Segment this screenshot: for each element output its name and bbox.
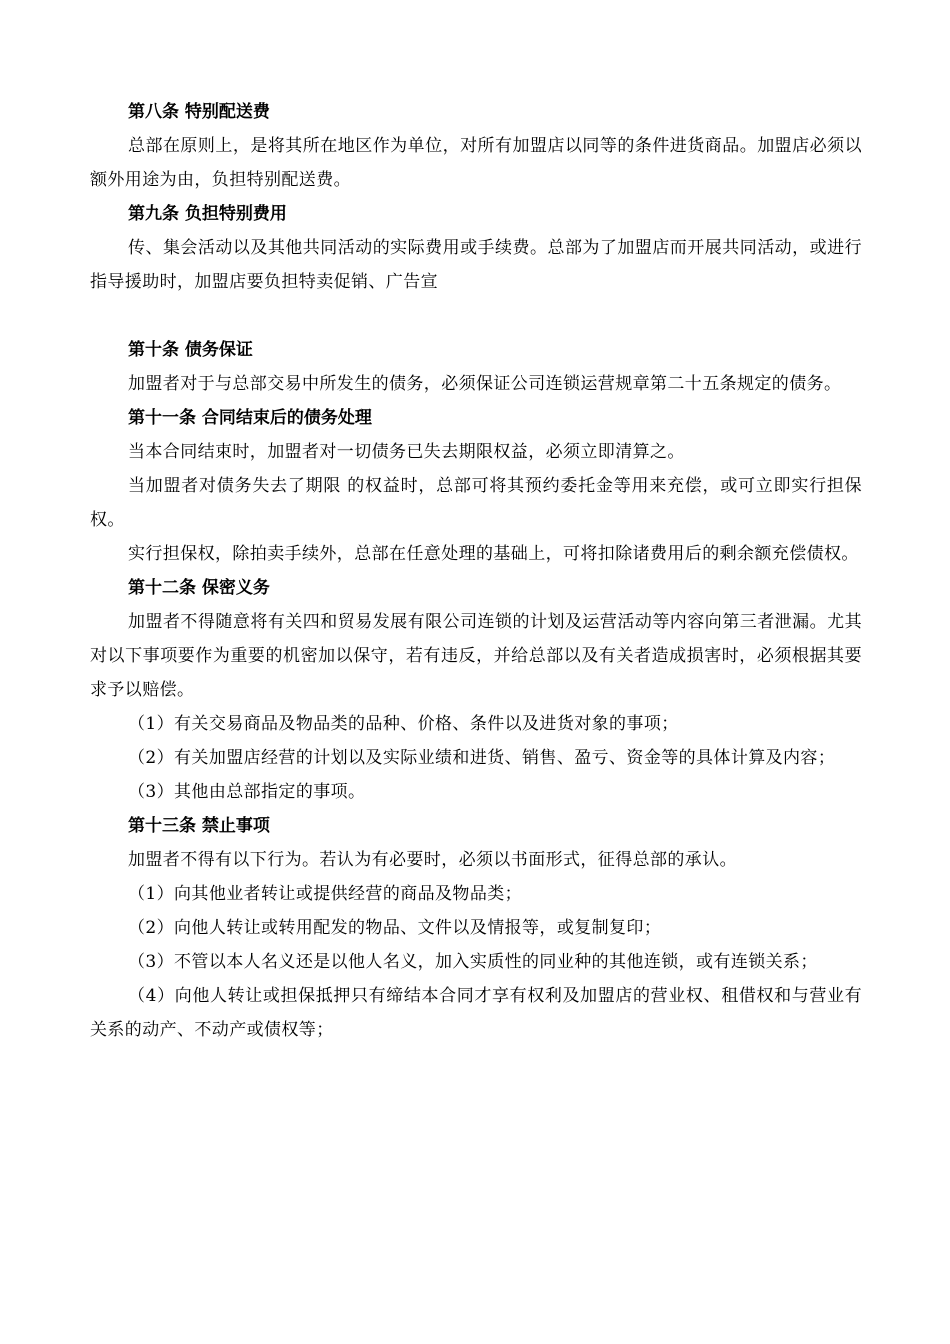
- article-13-item: （3）不管以本人名义还是以他人名义，加入实质性的同业种的其他连锁，或有连锁关系；: [128, 952, 818, 972]
- article-9-paragraph: 传、集会活动以及其他共同活动的实际费用或手续费。总部为了加盟店而开展共同活动，或进行指导援助时，加盟店要负担特卖促销、广告宣: [90, 238, 862, 292]
- article-13-item: （2）向他人转让或转用配发的物品、文件以及情报等，或复制复印；: [128, 918, 662, 938]
- article-8-paragraph: 总部在原则上，是将其所在地区作为单位，对所有加盟店以同等的条件进货商品。加盟店必须以额外用途为由，负担特别配送费。: [90, 136, 862, 190]
- article-12-item: （2）有关加盟店经营的计划以及实际业绩和进货、销售、盈亏、资金等的具体计算及内容；: [128, 748, 836, 768]
- article-12-item: （1）有关交易商品及物品类的品种、价格、条件以及进货对象的事项；: [128, 714, 679, 734]
- article-9-title: 第九条 负担特别费用: [128, 204, 287, 224]
- article-13-title: 第十三条 禁止事项: [128, 816, 270, 836]
- article-11-paragraph: 当本合同结束时，加盟者对一切债务已失去期限权益，必须立即清算之。: [128, 442, 685, 462]
- article-13-paragraph: 加盟者不得有以下行为。若认为有必要时，必须以书面形式，征得总部的承认。: [128, 850, 737, 870]
- article-12-title: 第十二条 保密义务: [128, 578, 270, 598]
- article-11-paragraph: 当加盟者对债务失去了期限 的权益时，总部可将其预约委托金等用来充偿，或可立即实行担保权。: [90, 476, 862, 530]
- article-12-item: （3）其他由总部指定的事项。: [128, 782, 366, 802]
- document-page: [90, 95, 862, 1047]
- spacer: [90, 299, 862, 333]
- article-11-title: 第十一条 合同结束后的债务处理: [128, 408, 372, 428]
- article-10-paragraph: 加盟者对于与总部交易中所发生的债务，必须保证公司连锁运营规章第二十五条规定的债务。: [128, 374, 842, 394]
- article-12-paragraph: 加盟者不得随意将有关四和贸易发展有限公司连锁的计划及运营活动等内容向第三者泄漏。尤其对以下事项要作为重要的机密加以保守，若有违反，并给总部以及有关者造成损害时，必须根据其要求予以赔偿。: [90, 612, 862, 700]
- article-11-paragraph: 实行担保权，除拍卖手续外，总部在任意处理的基础上，可将扣除诸费用后的剩余额充偿债权。: [128, 544, 859, 564]
- article-8-title: 第八条 特别配送费: [128, 102, 270, 122]
- article-13-item: （1）向其他业者转让或提供经营的商品及物品类；: [128, 884, 523, 904]
- article-10-title: 第十条 债务保证: [128, 340, 253, 360]
- article-13-item: （4）向他人转让或担保抵押只有缔结本合同才享有权利及加盟店的营业权、租借权和与营业有关系的动产、不动产或债权等；: [90, 986, 862, 1040]
